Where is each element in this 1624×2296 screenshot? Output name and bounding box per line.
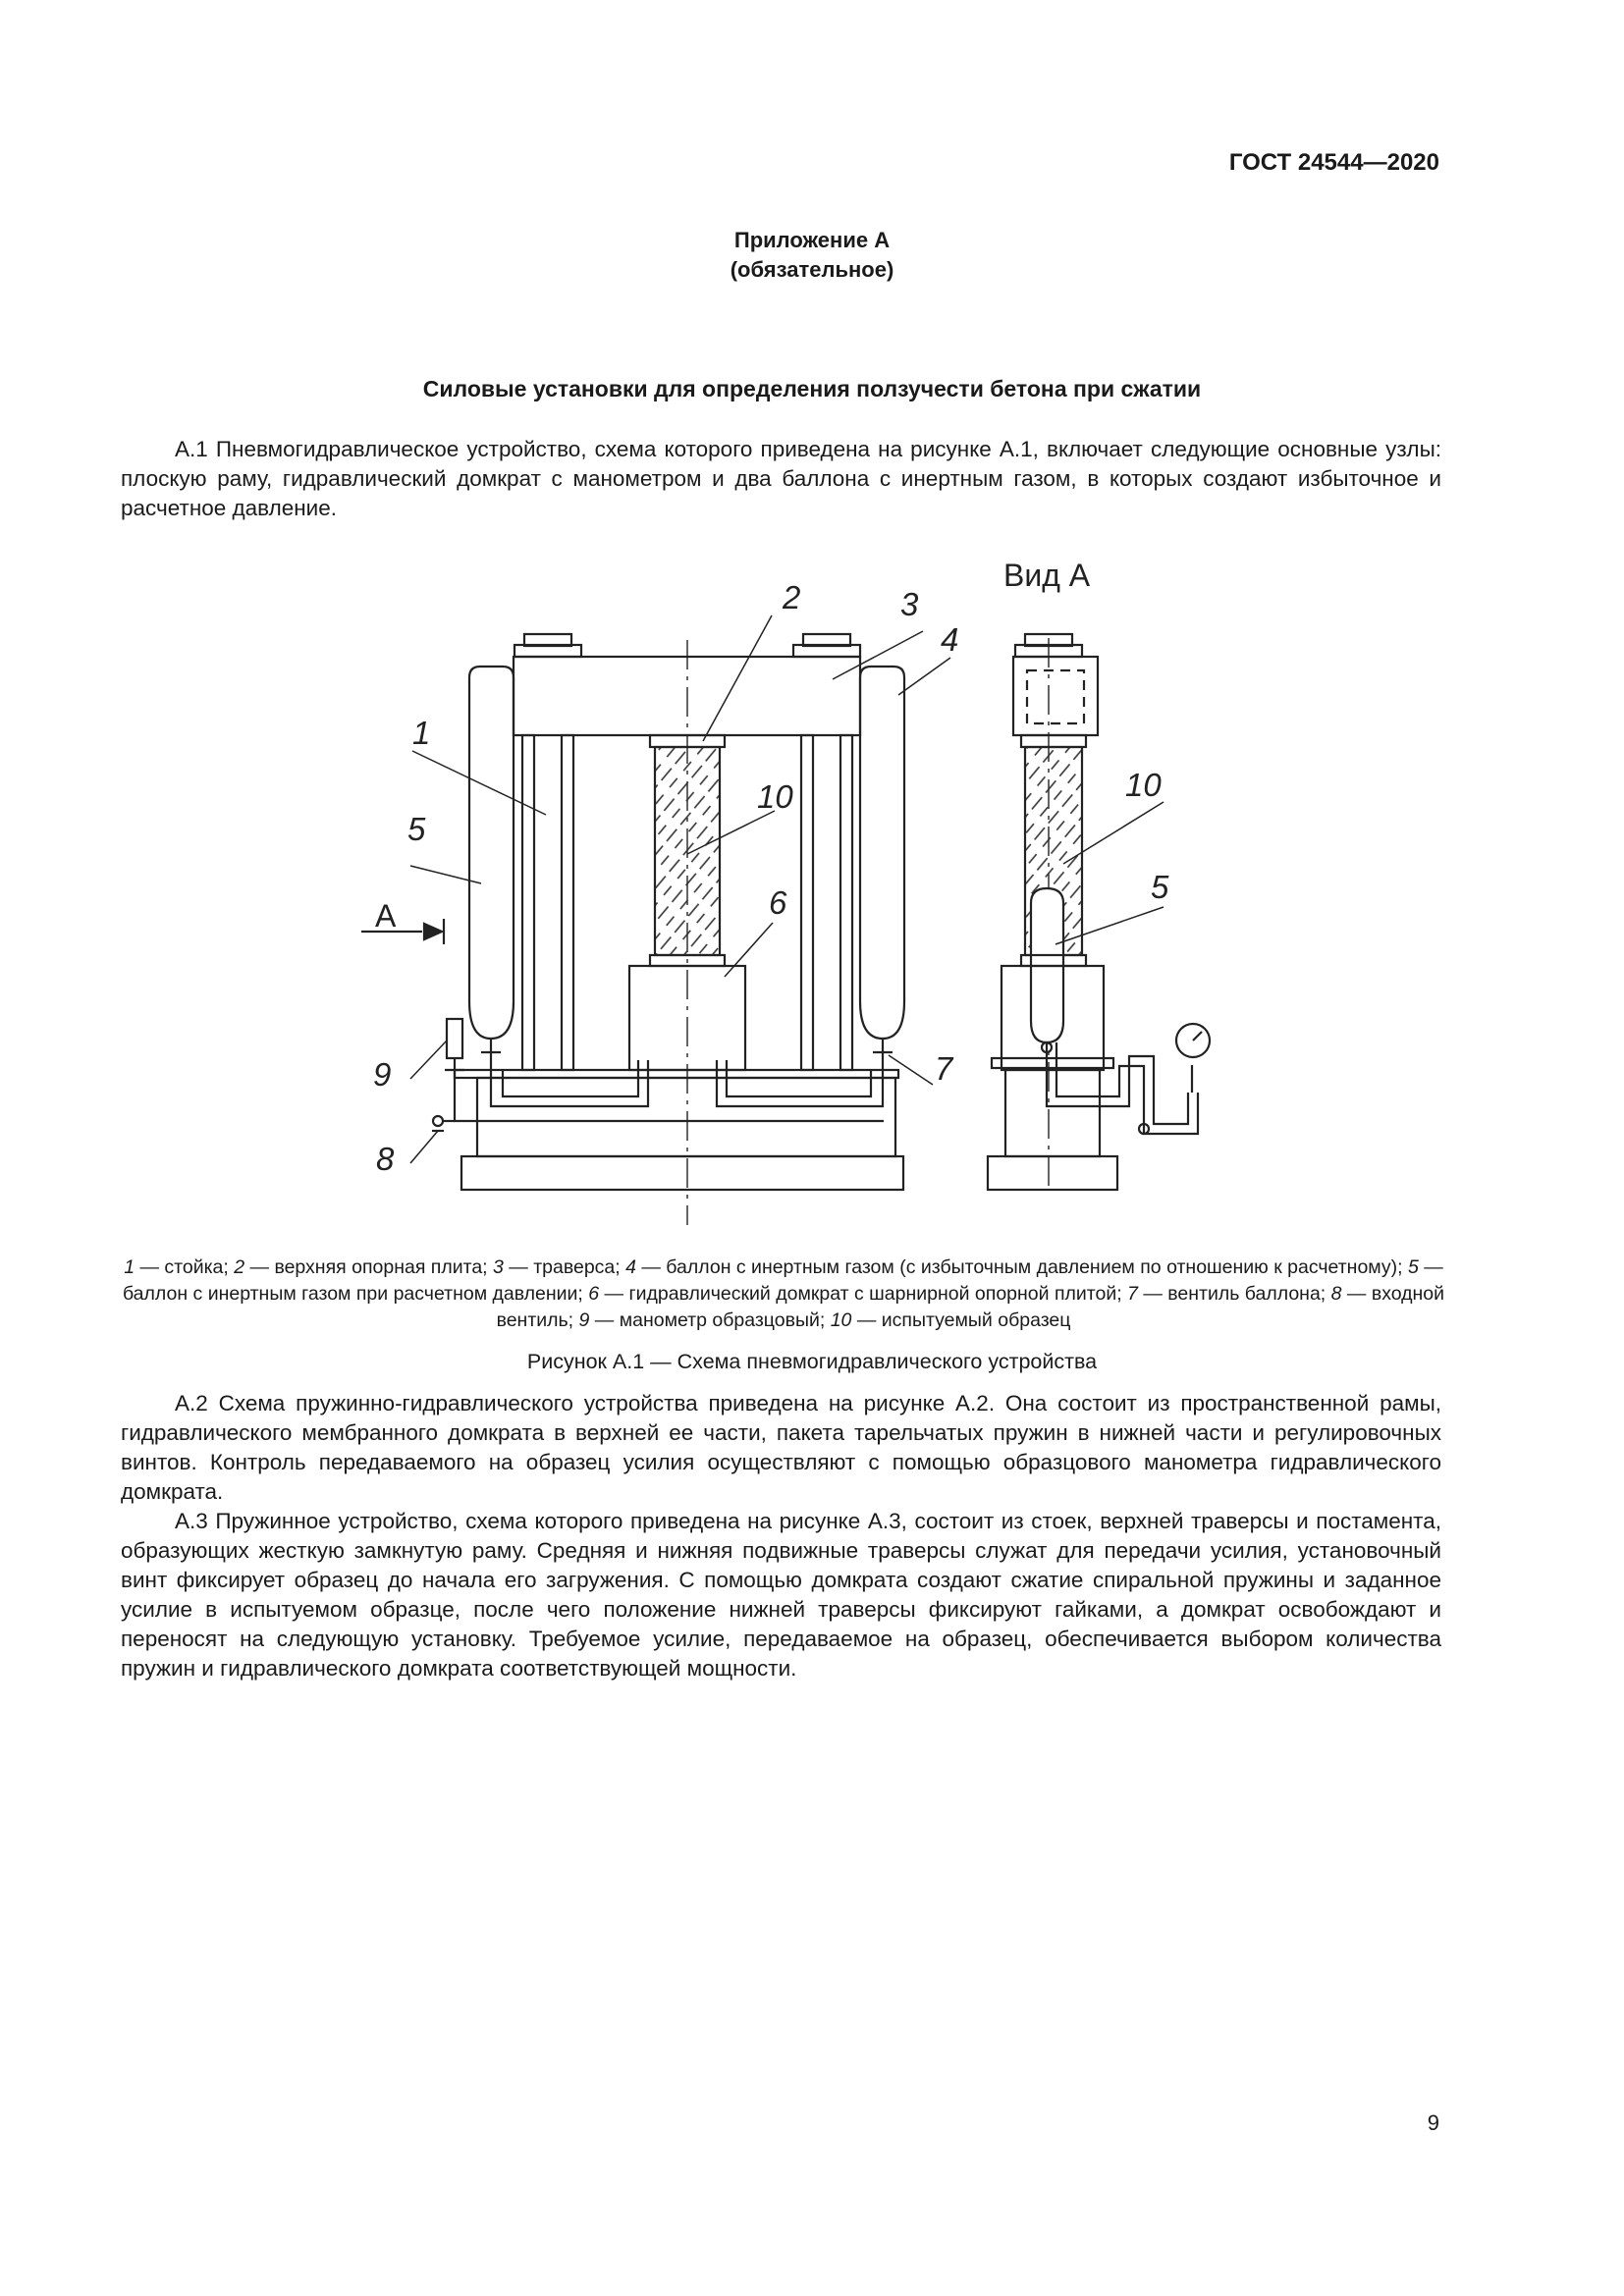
legend-text-9: — манометр образцовый; (589, 1309, 831, 1331)
legend-text-8: — входной вентиль; (496, 1283, 1445, 1331)
callout-5: 5 (407, 811, 426, 847)
appendix-status: (обязательное) (730, 257, 894, 282)
section-title: Силовые установки для определения ползучести бетона при сжатии (422, 376, 1202, 401)
callout-10-side: 10 (1125, 767, 1162, 803)
legend-num-2: 2 (234, 1256, 245, 1278)
legend-text-4: — баллон с инертным газом (с избыточным давлением по отношению к расчетному); (635, 1256, 1409, 1278)
legend-num-9: 9 (578, 1309, 590, 1331)
left-column-outer (522, 735, 534, 1070)
legend-num-7: 7 (1127, 1283, 1138, 1305)
side-view (988, 634, 1210, 1193)
paragraph-a1: А.1 Пневмогидравлическое устройство, схема которого приведена на рисунке А.1, включает следующие основные узлы: плоскую раму, гидравлический домкрат с манометром и два баллона с инертным газом, в которых создают избыточное и расчетное давление. (121, 437, 1441, 520)
gas-cylinder-left (469, 667, 514, 1039)
legend-text-2: — верхняя опорная плита; (244, 1256, 494, 1278)
callout-6: 6 (769, 884, 787, 921)
legend-num-5: 5 (1408, 1256, 1419, 1278)
view-label: Вид А (1003, 558, 1091, 593)
callout-1: 1 (412, 715, 431, 751)
page-number: 9 (1427, 2110, 1439, 2135)
paragraph-a2: А.2 Схема пружинно-гидравлического устройства приведена на рисунке А.2. Она состоит из пространственной рамы, гидравлического мембранного домкрата в верхней ее части, пакета тарельчатых пружин в нижней части и регулировочных винтов. Контроль передаваемого на образец усилия осуществляют с помощью образцового манометра гидравлического домкрата. (121, 1391, 1441, 1504)
callout-5-side: 5 (1151, 869, 1169, 905)
inlet-valve (433, 1116, 443, 1126)
legend-text-7: — вентиль баллона; (1137, 1283, 1331, 1305)
pipe-inlet (455, 1084, 884, 1121)
paragraph-a3: А.3 Пружинное устройство, схема которого приведена на рисунке А.3, состоит из стоек, верхней траверсы и постамента, образующих жесткую замкнутую раму. Средняя и нижняя подвижные траверсы служат для передачи усилия, установочный винт фиксирует образец до начала его загружения. С помощью домкрата создают сжатие спиральной пружины и заданное усилие в испытуемом образце, после чего положение нижней траверсы фиксируют гайками, а домкрат освобождают и переносят на следующую установку. Требуемое усилие, передаваемое на образец, обеспечивается выбором количества пружин и гидравлического домкрата соответствующей мощности. (121, 1509, 1441, 1681)
standard-code: ГОСТ 24544—2020 (1228, 149, 1439, 176)
callout-2: 2 (783, 579, 801, 615)
legend-text-6: — гидравлический домкрат с шарнирной опорной плитой; (599, 1283, 1128, 1305)
legend-num-1: 1 (124, 1256, 135, 1278)
legend-num-10: 10 (830, 1309, 852, 1331)
gas-cylinder-right (860, 667, 904, 1039)
view-arrow-label: А (375, 898, 397, 934)
callout-9: 9 (373, 1056, 392, 1093)
right-column-inner (801, 735, 813, 1070)
right-column-outer (840, 735, 852, 1070)
base-frame (477, 1078, 895, 1156)
figure-legend (118, 1255, 1449, 1334)
main-view (361, 615, 950, 1225)
callout-10: 10 (757, 778, 793, 815)
legend-num-3: 3 (493, 1256, 504, 1278)
view-arrow (424, 924, 442, 939)
appendix-title: Приложение А (733, 228, 891, 252)
callout-8: 8 (376, 1141, 395, 1177)
legend-num-6: 6 (588, 1283, 600, 1305)
foundation (461, 1156, 903, 1190)
callout-4: 4 (941, 621, 959, 658)
pipe-left (491, 1060, 648, 1106)
base-plate (455, 1070, 898, 1078)
legend-text-3: — траверса; (503, 1256, 626, 1278)
callout-7: 7 (935, 1050, 953, 1087)
callout-3: 3 (900, 586, 919, 622)
legend-num-8: 8 (1330, 1283, 1342, 1305)
figure-caption: Рисунок А.1 — Схема пневмогидравлического устройства (526, 1350, 1098, 1373)
legend-text-5: — баллон с инертным газом при расчетном давлении; (122, 1256, 1443, 1305)
legend-text-10: — испытуемый образец (851, 1309, 1071, 1331)
manometer (447, 1019, 462, 1058)
legend-text-1: — стойка; (135, 1256, 235, 1278)
pneumohydraulic-scheme (0, 535, 1624, 1242)
legend-num-4: 4 (625, 1256, 636, 1278)
appendix-heading (0, 226, 1624, 285)
left-column-inner (562, 735, 573, 1070)
figure-a1 (0, 535, 1624, 1242)
pipe-right (717, 1060, 883, 1106)
specimen (655, 747, 720, 955)
